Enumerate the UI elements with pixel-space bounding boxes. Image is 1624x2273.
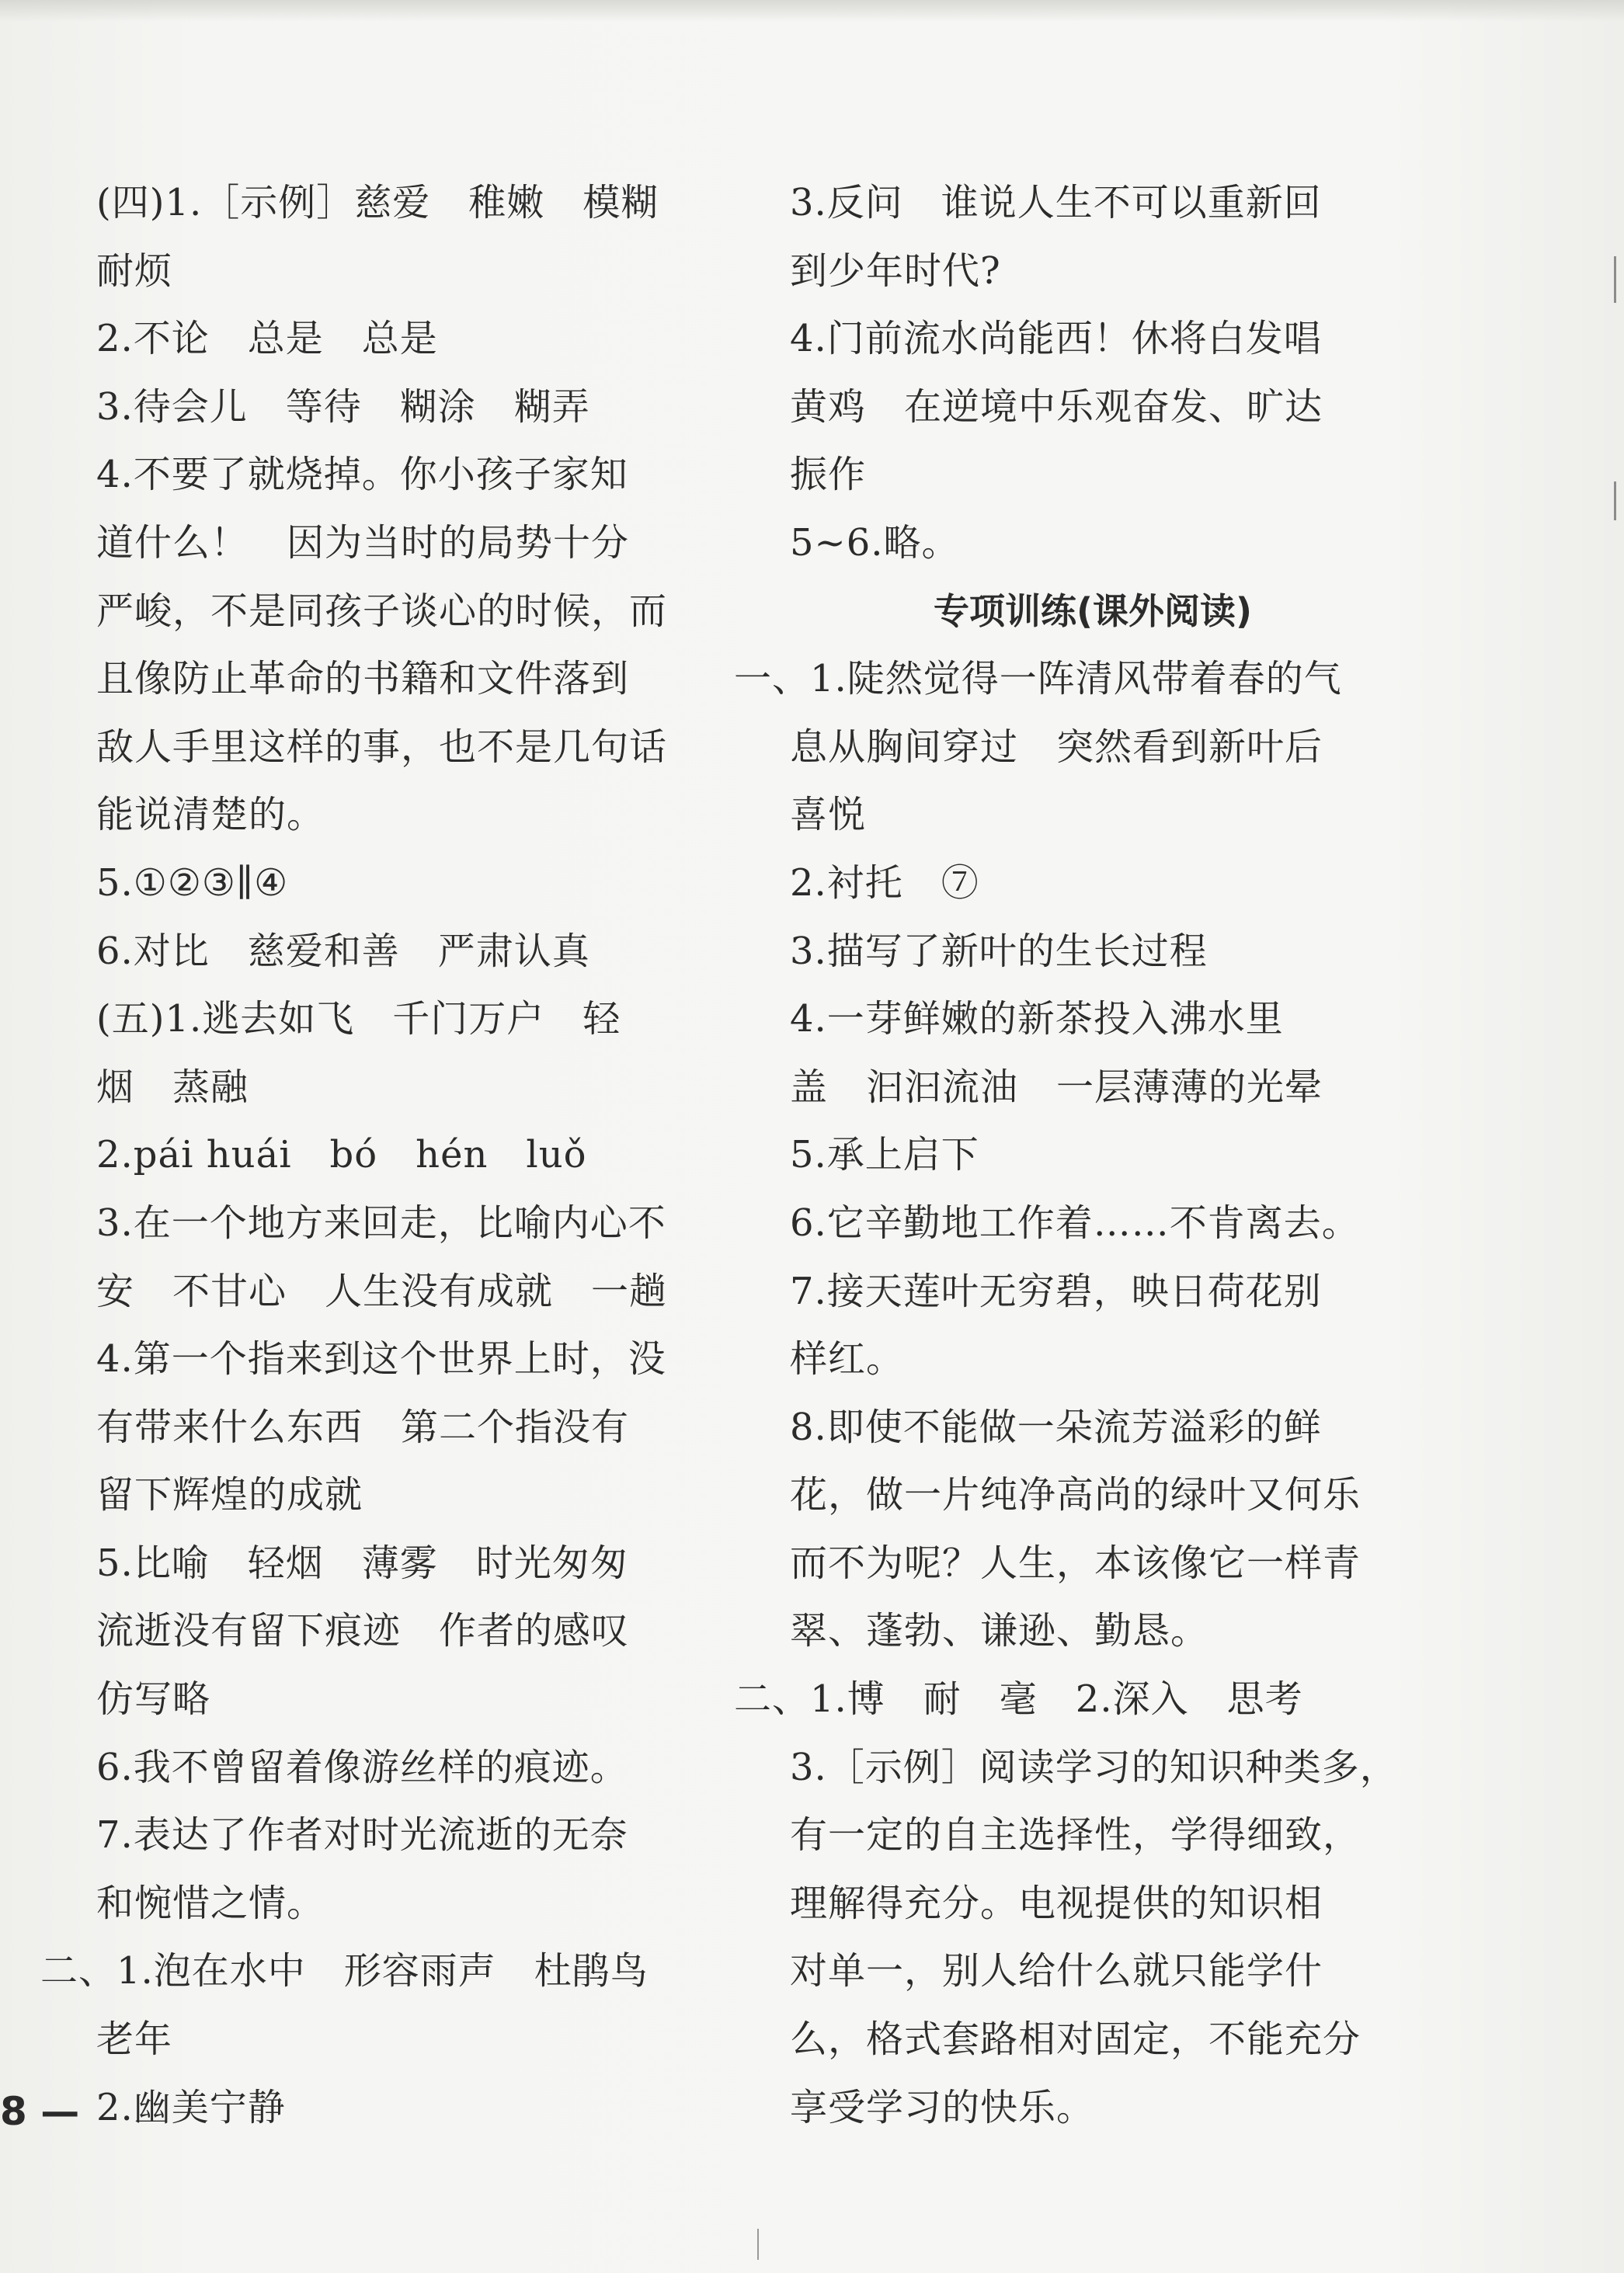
section-heading-line: 一、1.陡然觉得一阵清风带着春的气 <box>734 657 1342 701</box>
answer-line: 5.承上启下 <box>790 1133 979 1177</box>
answer-line: 3.待会儿 等待 糊涂 糊弄 <box>96 384 590 429</box>
answer-line: 有一定的自主选择性，学得细致， <box>790 1813 1361 1858</box>
answer-line: 4.第一个指来到这个世界上时，没 <box>96 1337 666 1382</box>
answer-line: 样红。 <box>790 1337 905 1382</box>
answer-line: 安 不甘心 人生没有成就 一趟 <box>96 1269 668 1313</box>
scan-edge-mark <box>1614 481 1616 520</box>
answer-line: 4.门前流水尚能西！休将白发唱 <box>790 317 1322 361</box>
answer-line: 6.它辛勤地工作着……不肯离去。 <box>790 1201 1360 1245</box>
answer-line: 5.比喻 轻烟 薄雾 时光匆匆 <box>96 1541 628 1585</box>
answer-line: 6.对比 慈爱和善 严肃认真 <box>96 929 590 973</box>
answer-line: (五)1.逃去如飞 千门万户 轻 <box>96 997 621 1041</box>
answer-line: 6.我不曾留着像游丝样的痕迹。 <box>96 1745 628 1789</box>
answer-line: 4.不要了就烧掉。你小孩子家知 <box>96 453 628 497</box>
answer-line: 敌人手里这样的事，也不是几句话 <box>96 725 668 769</box>
answer-line: 7.表达了作者对时光流逝的无奈 <box>96 1813 628 1858</box>
answer-line: 7.接天莲叶无穷碧，映日荷花别 <box>790 1269 1322 1313</box>
answer-line: 对单一，别人给什么就只能学什 <box>790 1949 1323 1993</box>
answer-line: 享受学习的快乐。 <box>790 2085 1095 2129</box>
answer-line: 3.［示例］阅读学习的知识种类多， <box>790 1745 1398 1789</box>
answer-line: 喜悦 <box>790 793 867 837</box>
right-answer-column <box>734 169 1398 2142</box>
scan-edge-mark <box>1614 256 1616 303</box>
answer-line: 流逝没有留下痕迹 作者的感叹 <box>96 1609 630 1653</box>
section-heading-line: 二、1.博 耐 毫 2.深入 思考 <box>734 1677 1303 1722</box>
answer-line: (四)1.［示例］慈爱 稚嫩 模糊 <box>96 181 659 224</box>
answer-line: 花，做一片纯净高尚的绿叶又何乐 <box>790 1473 1361 1517</box>
special-training-heading: 专项训练(课外阅读) <box>933 589 1253 632</box>
answer-line: 2.幽美宁静 <box>96 2085 286 2129</box>
answer-line: 和惋惜之情。 <box>96 1881 325 1925</box>
answer-line: 么，格式套路相对固定，不能充分 <box>790 2018 1361 2062</box>
answer-line: 严峻，不是同孩子谈心的时候，而 <box>96 589 668 633</box>
top-edge-shadow <box>0 0 1624 22</box>
answer-line: 3.描写了新叶的生长过程 <box>790 929 1208 973</box>
answer-line: 且像防止革命的书籍和文件落到 <box>96 657 630 701</box>
answer-line: 8.即使不能做一朵流芳溢彩的鲜 <box>790 1405 1322 1449</box>
answer-line: 而不为呢？人生，本该像它一样青 <box>790 1541 1361 1585</box>
answer-line: 留下辉煌的成就 <box>96 1473 363 1517</box>
answer-line: 道什么！ 因为当时的局势十分 <box>96 520 630 565</box>
answer-line: 有带来什么东西 第二个指没有 <box>96 1405 630 1449</box>
answer-line: 4.一芽鲜嫩的新茶投入沸水里 <box>790 997 1284 1041</box>
section-heading-line: 二、1.泡在水中 形容雨声 杜鹃鸟 <box>40 1949 649 1993</box>
answer-line: 2.pái huái bó hén luǒ <box>96 1133 587 1177</box>
answer-line: 烟 蒸融 <box>96 1065 249 1109</box>
answer-line: 能说清楚的。 <box>96 793 325 837</box>
answer-line: 黄鸡 在逆境中乐观奋发、旷达 <box>790 384 1323 429</box>
page-number: 8 — <box>0 2089 80 2134</box>
answer-line: 老年 <box>96 2018 173 2062</box>
answer-line: 3.在一个地方来回走，比喻内心不 <box>96 1201 666 1245</box>
answer-line: 5~6.略。 <box>790 520 960 565</box>
answer-line: 仿写略 <box>96 1677 211 1722</box>
answer-line: 5.①②③∥④ <box>96 860 289 905</box>
answer-line: 3.反问 谁说人生不可以重新回 <box>790 181 1322 224</box>
answer-line: 息从胸间穿过 突然看到新叶后 <box>790 725 1323 769</box>
answer-line: 振作 <box>790 453 867 497</box>
answer-line: 盖 汩汩流油 一层薄薄的光晕 <box>790 1065 1323 1109</box>
answer-line: 2.衬托 ⑦ <box>790 860 979 905</box>
answer-line: 耐烦 <box>96 249 173 293</box>
answer-line: 理解得充分。电视提供的知识相 <box>790 1881 1323 1925</box>
gutter-mark <box>757 2229 759 2260</box>
answer-line: 到少年时代? <box>790 249 1001 293</box>
answer-line: 翠、蓬勃、谦逊、勤恳。 <box>790 1609 1209 1653</box>
left-answer-column <box>40 169 671 2142</box>
answer-line: 2.不论 总是 总是 <box>96 317 438 361</box>
